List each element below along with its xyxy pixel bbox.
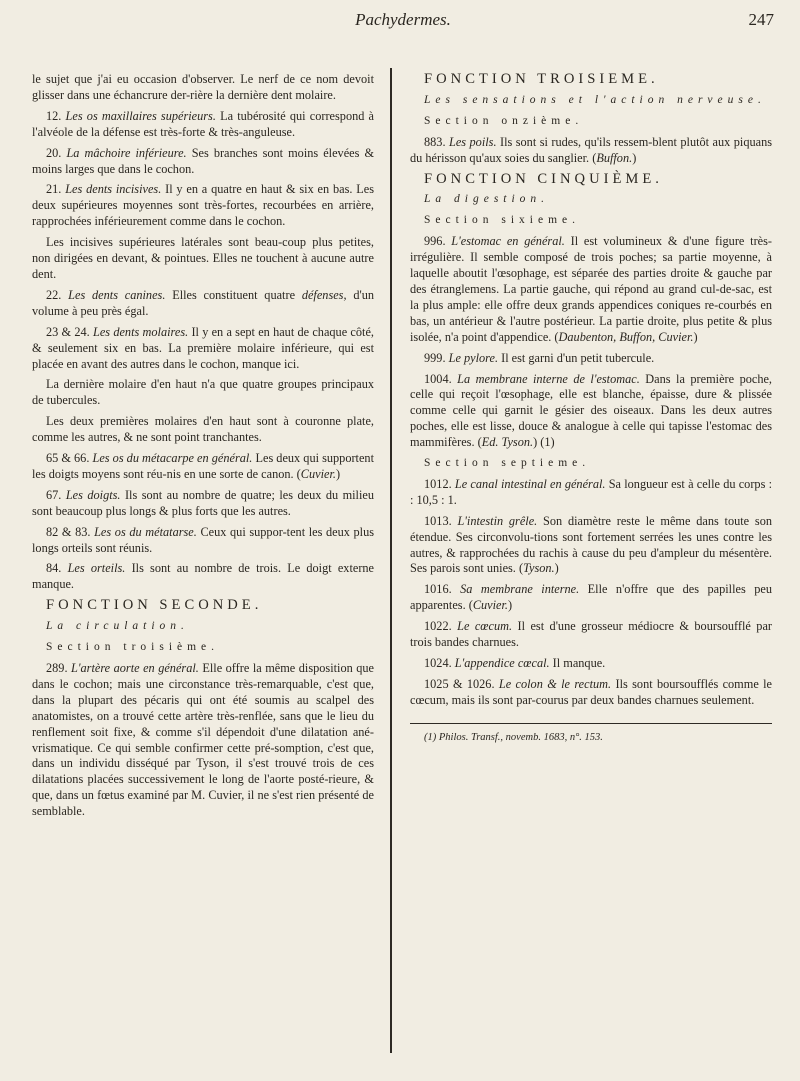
paragraph: 999. Le pylore. Il est garni d'un petit tubercule. <box>424 350 655 365</box>
right-column <box>410 72 772 751</box>
subject-heading: La circulation. <box>46 620 189 633</box>
section-heading: Section septieme. <box>424 457 591 470</box>
paragraph: 67. Les doigts. Ils sont au nombre de quatre; les deux du milieu sont beaucoup plus longs & plus forts que les autres. <box>32 487 374 518</box>
subject-heading: Les sensations et l'action nerveuse. <box>424 93 766 106</box>
paragraph: 23 & 24. Les dents molaires. Il y en a sept en haut de chaque côté, & seulement six en bas. La première molaire inférieure, qui est placée en avant des autres dans le cochon, manque ici. <box>32 324 374 371</box>
function-heading: FONCTION SECONDE. <box>46 597 263 614</box>
paragraph: 1012. Le canal intestinal en général. Sa longueur est à celle du corps : : 10,5 : 1. <box>410 476 772 507</box>
paragraph: 21. Les dents incisives. Il y en a quatre en haut & six en bas. Les deux supérieures moyennes sont très-fortes, recourbées en arrière, rapprochées inférieurement comme dans le cochon. <box>32 182 374 229</box>
paragraph: 1016. Sa membrane interne. Elle n'offre que des papilles peu apparentes. (Cuvier.) <box>410 582 772 613</box>
paragraph: 84. Les orteils. Ils sont au nombre de trois. Le doigt externe manque. <box>32 561 375 592</box>
paragraph: Les deux premières molaires d'en haut sont à couronne plate, comme les autres, & ne sont point tranchantes. <box>32 414 374 445</box>
paragraph: 22. Les dents canines. Elles constituent quatre défenses, d'un volume à peu près égal. <box>32 287 374 318</box>
page-number: 247 <box>748 10 774 29</box>
paragraph: 65 & 66. Les os du métacarpe en général. Les deux qui supportent les doigts moyens sont réu-nis en une sorte de canon. (Cuvier.) <box>32 451 374 481</box>
paragraph: Les incisives supérieures latérales sont beau-coup plus petites, non dirigées en devant, & pointues. Elles ne touchent à aucune autre dent. <box>32 235 374 281</box>
section-heading: Section sixieme. <box>424 214 581 227</box>
paragraph: 1022. Le cœcum. Il est d'une grosseur médiocre & boursoufflé par trois bandes charnues. <box>410 619 773 650</box>
running-head <box>32 10 774 40</box>
paragraph: 12. Les os maxillaires supérieurs. La tubérosité qui correspond à l'alvéole de la défense est très-forte & très-anguleuse. <box>32 108 375 139</box>
paragraph: 1024. L'appendice cœcal. Il manque. <box>424 656 606 670</box>
function-heading: FONCTION TROISIEME. <box>424 71 659 87</box>
paragraph: 289. L'artère aorte en général. Elle offre la même disposition que dans le cochon; mais une circonstance très-remarquable, c'est que, dans la plupart des pécaris qui ont été soumis au scalpel des anatomistes, on a trouvé cette artère très-renflée, sans que le lieu du renflement soit fixe, & comme s'il dépendoit d'une dilatation ané-vrismatique. Ce qui semble confirmer cette pré-somption, c'est que, dans un individu disséqué par Tyson, il s'est trouvé trois de ces dilatations placées successivement le long de l'aorte posté-rieure, & que, dans un fœtus examiné par M. Cuvier, il ne s'est rien présenté de semblable. <box>32 661 374 819</box>
footnote: (1) Philos. Transf., novemb. 1683, n°. 153. <box>424 731 603 743</box>
paragraph: 996. L'estomac en général. Il est volumineux & d'une figure très-irrégulière. Il semble composé de trois poches; sa partie moyenne, à laquelle aboutit l'œsophage, est séparée des parties droite & gauche par des étranglemens. La partie gauche, qui répond au grand cul-de-sac, est la plus ample: elle offre deux grands appendices coniques re-courbés en bas, un antérieur & l'autre postérieur. La partie droite, plus petite & plus isolée, n'a point d'appendice. (Daubenton, Buffon, Cuvier.) <box>410 234 773 344</box>
left-column <box>32 72 374 825</box>
section-heading: Section onzième. <box>424 114 584 127</box>
column-divider <box>390 68 392 1053</box>
running-title: Pachydermes. <box>355 10 451 29</box>
function-heading: FONCTION CINQUIÈME. <box>424 170 663 187</box>
paragraph: 20. La mâchoire inférieure. Ses branches sont moins élevées & moins larges que dans le cochon. <box>32 145 375 176</box>
paragraph: La dernière molaire d'en haut n'a que quatre groupes principaux de tubercules. <box>32 377 374 408</box>
paragraph: 82 & 83. Les os du métatarse. Ceux qui suppor-tent les deux plus longs orteils sont réunis. <box>32 524 375 555</box>
footnote-rule <box>410 723 772 724</box>
paragraph: 1004. La membrane interne de l'estomac. Dans la première poche, celle qui reçoit l'œsophage, elle est blanche, épaisse, dure & plissée comme celle qui garnit le gésier des oiseaux. Dans les deux autres poches, elle est lisse, douce & analogue à celle qui tapisse l'estomac des mammifères. (Ed. Tyson.) (1) <box>410 371 773 450</box>
paragraph: 1025 & 1026. Le colon & le rectum. Ils sont boursoufflés comme le cœcum, mais ils sont par-courus par deux bandes charnues seulement. <box>410 676 772 707</box>
subject-heading: La digestion. <box>424 193 550 206</box>
paragraph: 883. Les poils. Ils sont si rudes, qu'ils ressem-blent plutôt aux piquans du hérisson qu'aux soies du sanglier. (Buffon.) <box>410 134 773 165</box>
section-heading: Section troisième. <box>46 641 220 654</box>
paragraph: le sujet que j'ai eu occasion d'observer. Le nerf de ce nom devoit glisser dans une échancrure der-rière la dernière dent molaire. <box>32 72 374 102</box>
paragraph: 1013. L'intestin grêle. Son diamètre reste le même dans toute son étendue. Ses circonvolu-tions sont fortement serrées les unes contre les autres, & rapprochées du rachis à cause du peu d'ampleur du mésentère. Ses parois sont unies. (Tyson.) <box>410 513 772 576</box>
